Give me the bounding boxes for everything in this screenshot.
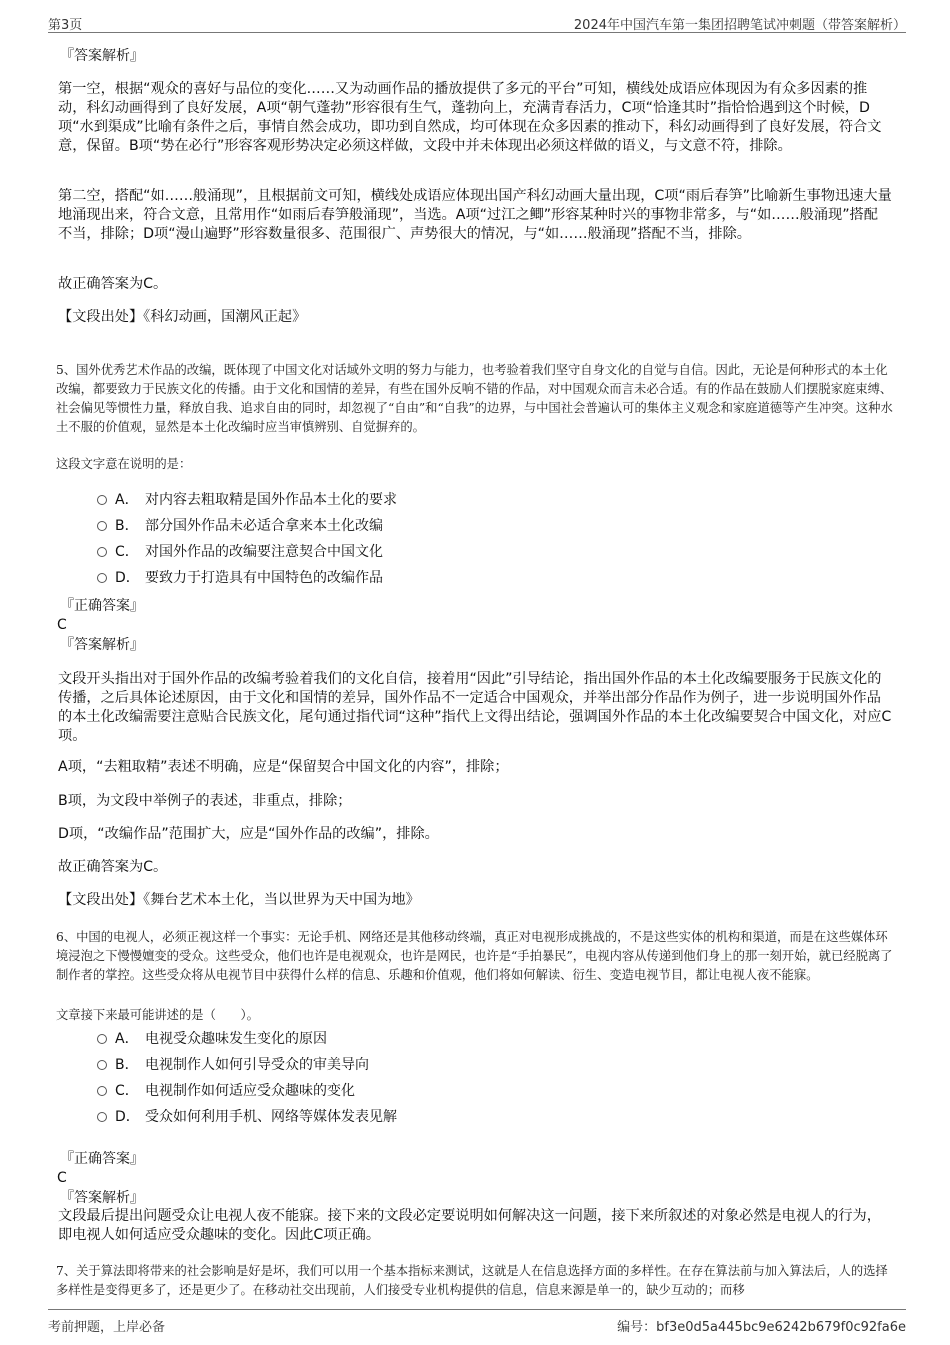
q5-option-d[interactable]: D． 要致力于打造具有中国特色的改编作品 [97, 569, 383, 588]
page-number: 第3页 [48, 18, 83, 33]
radio-icon[interactable] [97, 521, 107, 531]
q5-note-b: B项，为文段中举例子的表述，非重点，排除； [58, 793, 352, 809]
radio-icon[interactable] [97, 573, 107, 583]
q6-analysis: 文段最后提出问题受众让电视人夜不能寐。接下来的文段必定要说明如何解决这一问题，接下来所叙述的对象必然是电视人的行为，即电视人如何适应受众趣味的变化。因此C项正确。 [58, 1208, 881, 1243]
q5-option-c[interactable]: C． 对国外作品的改编要注意契合中国文化 [97, 543, 383, 562]
q4-analysis-label: 『答案解析』 [60, 48, 144, 64]
q6-answer-label: 『正确答案』 [60, 1151, 144, 1167]
q5-answer-label: 『正确答案』 [60, 598, 144, 614]
radio-icon[interactable] [97, 1086, 107, 1096]
q5-prompt: 这段文字意在说明的是： [56, 457, 192, 471]
q5-option-b[interactable]: B． 部分国外作品未必适合拿来本土化改编 [97, 517, 383, 536]
q7-stem: 7、关于算法即将带来的社会影响是好是坏，我们可以用一个基本指标来测试，这就是人在信息选择方面的多样性。在存在算法前与加入算法后，人的选择多样性是变得更多了，还是更少了。在移动社交出现前，人们接受专业机构提供的信息，信息来源是单一的，缺少互动的；而移 [56, 1264, 888, 1297]
q5-conclusion: 故正确答案为C。 [58, 859, 168, 875]
radio-icon[interactable] [97, 547, 107, 557]
footer-slogan: 考前押题，上岸必备 [48, 1320, 166, 1335]
q6-analysis-label: 『答案解析』 [60, 1190, 144, 1206]
q6-prompt: 文章接下来最可能讲述的是（ ）。 [56, 1008, 259, 1022]
q5-answer: C [57, 617, 67, 633]
q6-option-b[interactable]: B． 电视制作人如何引导受众的审美导向 [97, 1056, 369, 1075]
q6-answer: C [57, 1170, 67, 1186]
footer-serial: 编号：bf3e0d5a445bc9e6242b679f0c92fa6e [617, 1320, 906, 1335]
q4-conclusion: 故正确答案为C。 [58, 276, 168, 292]
q6-option-d[interactable]: D． 受众如何利用手机、网络等媒体发表见解 [97, 1108, 397, 1127]
q5-analysis-label: 『答案解析』 [60, 637, 144, 653]
radio-icon[interactable] [97, 1112, 107, 1122]
document-title: 2024年中国汽车第一集团招聘笔试冲刺题（带答案解析） [573, 18, 906, 33]
q4-source: 【文段出处】《科幻动画，国潮风正起》 [58, 309, 307, 325]
q5-stem: 5、国外优秀艺术作品的改编，既体现了中国文化对话域外文明的努力与能力，也考验着我们坚守自身文化的自觉与自信。因此，无论是何种形式的本土化改编，都要致力于民族文化的传播。由于文化和国情的差异，有些在国外反响不错的作品，对中国观众而言未必合适。有的作品在鼓励人们摆脱家庭束缚、社会偏见等惯性力量，释放自我、追求自由的同时，却忽视了“自由”和“自我”的边界，与中国社会普遍认可的集体主义观念和家庭道德等产生冲突。这种水土不服的价值观，显然是本土化改编时应当审慎辨别、自觉摒弃的。 [56, 363, 893, 434]
page-header [48, 10, 906, 33]
q6-option-c[interactable]: C． 电视制作如何适应受众趣味的变化 [97, 1082, 355, 1101]
q4-analysis-para2: 第二空，搭配“如……般涌现”，且根据前文可知，横线处成语应体现出国产科幻动画大量出现，C项“雨后春笋”比喻新生事物迅速大量地涌现出来，符合文意，且常用作“如雨后春笋般涌现”，当选。A项“过江之鲫”形容某种时兴的事物非常多，与“如……般涌现”搭配不当，排除；D项“漫山遍野”形容数量很多、范围很广、声势很大的情况，与“如……般涌现”搭配不当，排除。 [58, 188, 892, 242]
q5-note-d: D项，“改编作品”范围扩大，应是“国外作品的改编”，排除。 [58, 826, 439, 842]
q4-analysis-para1: 第一空，根据“观众的喜好与品位的变化……又为动画作品的播放提供了多元的平台”可知，横线处成语应体现因为有众多因素的推动，科幻动画得到了良好发展，A项“朝气蓬勃”形容很有生气，蓬勃向上，充满青春活力，C项“恰逢其时”指恰恰遇到这个时候，D项“水到渠成”比喻有条件之后，事情自然会成功，即功到自然成，均可体现在众多因素的推动下，科幻动画得到了良好发展，符合文意，保留。B项“势在必行”形容客观形势决定必须这样做，文段中并未体现出必须这样做的语义，与文意不符，排除。 [58, 81, 882, 154]
q5-note-a: A项，“去粗取精”表述不明确，应是“保留契合中国文化的内容”，排除； [58, 759, 509, 775]
q6-option-a[interactable]: A． 电视受众趣味发生变化的原因 [97, 1030, 327, 1049]
radio-icon[interactable] [97, 1034, 107, 1044]
radio-icon[interactable] [97, 495, 107, 505]
q5-source: 【文段出处】《舞台艺术本土化，当以世界为天中国为地》 [58, 892, 420, 908]
q6-stem: 6、中国的电视人，必须正视这样一个事实：无论手机、网络还是其他移动终端，真正对电视形成挑战的，不是这些实体的机构和渠道，而是在这些媒体环境浸泡之下慢慢嬗变的受众。这些受众，他们也许是电视观众，也许是网民，也许是“手拍暴民”，电视内容从传递到他们身上的那一刻开始，就已经脱离了制作者的掌控。这些受众将从电视节目中获得什么样的信息、乐趣和价值观，他们将如何解读、衍生、变造电视节目，都让电视人夜不能寐。 [56, 930, 893, 982]
page-footer [48, 1309, 906, 1335]
q5-option-a[interactable]: A． 对内容去粗取精是国外作品本土化的要求 [97, 491, 397, 510]
radio-icon[interactable] [97, 1060, 107, 1070]
q5-analysis: 文段开头指出对于国外作品的改编考验着我们的文化自信，接着用“因此”引导结论，指出国外作品的本土化改编要服务于民族文化的传播，之后具体论述原因，由于文化和国情的差异，国外作品不一定适合中国观众，并举出部分作品作为例子，进一步说明国外作品的本土化改编需要注意贴合民族文化，尾句通过指代词“这种”指代上文得出结论，强调国外作品的本土化改编要契合中国文化，对应C项。 [58, 671, 892, 744]
